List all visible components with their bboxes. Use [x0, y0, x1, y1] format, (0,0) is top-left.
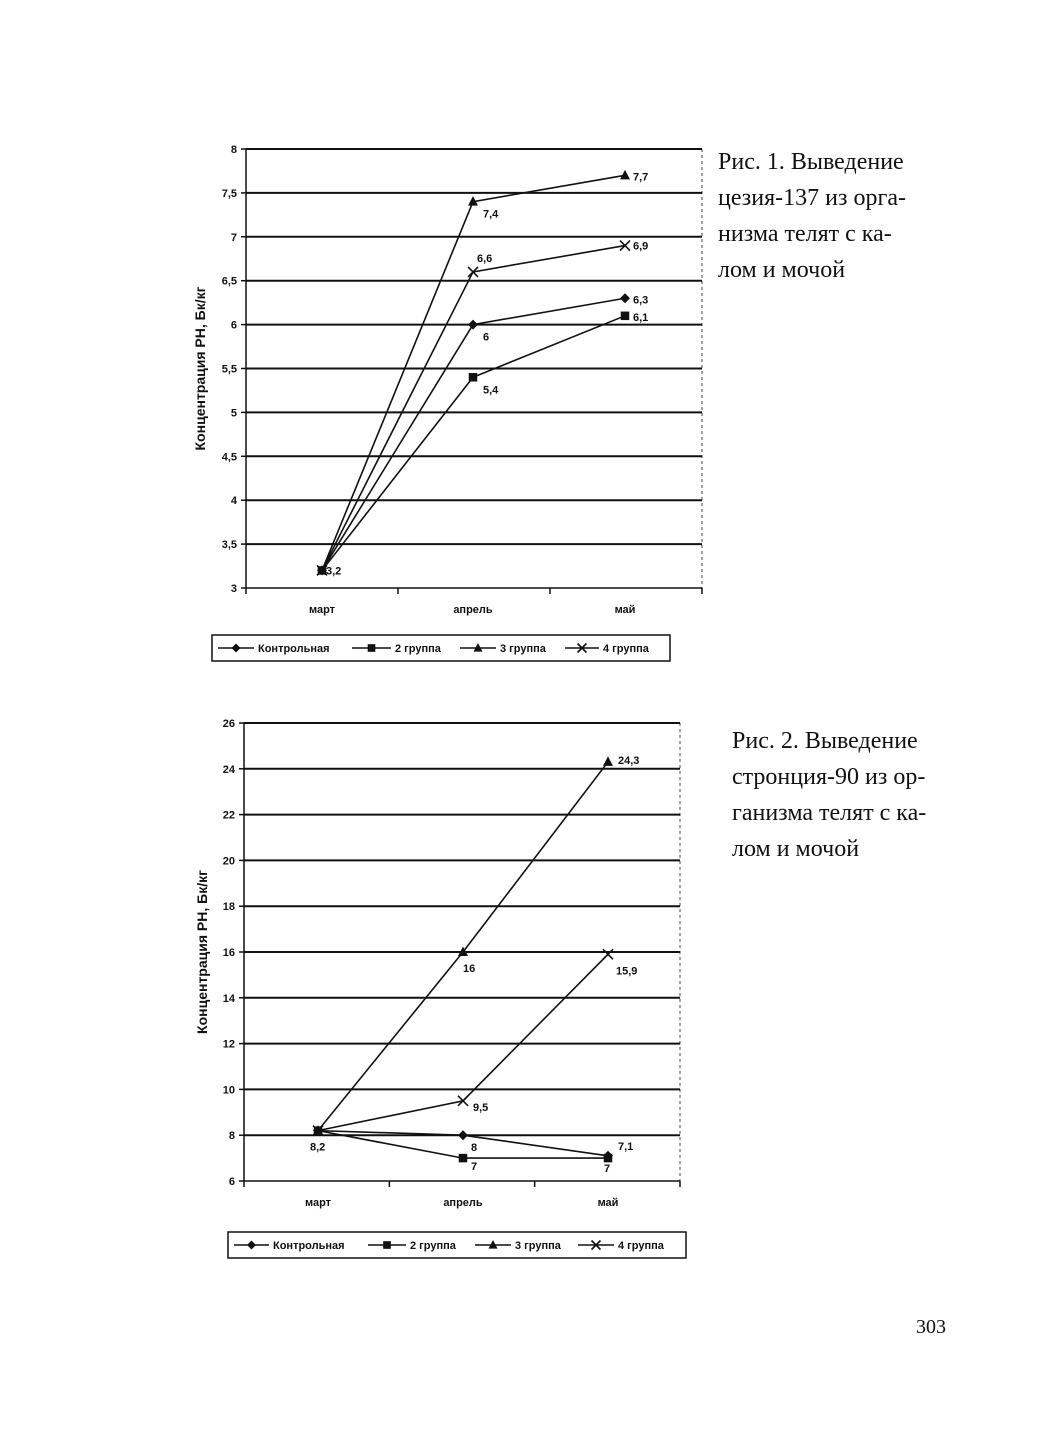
y-tick-label: 6: [230, 319, 237, 332]
data-label: 7: [471, 1161, 478, 1174]
data-label: 8,2: [310, 1141, 326, 1154]
data-label: 7,7: [633, 171, 649, 184]
data-label: 6: [483, 331, 490, 344]
y-tick-label: 26: [222, 718, 235, 730]
diamond-marker: [232, 644, 241, 653]
y-tick-label: 7,5: [221, 187, 237, 200]
diamond-marker: [620, 293, 630, 303]
x-tick-label: март: [308, 604, 336, 616]
y-tick-label: 22: [222, 809, 235, 822]
legend-label: 3 группа: [500, 643, 546, 655]
figure-2-caption: [732, 723, 926, 867]
x-tick-label: апрель: [453, 604, 493, 616]
caption-line: ганизма телят с ка-: [732, 800, 927, 826]
series-1: [310, 1126, 633, 1161]
figure-1-caption: [718, 144, 906, 288]
series-3: [313, 755, 639, 1135]
x-tick-label: апрель: [443, 1197, 483, 1209]
y-tick-label: 5,5: [221, 363, 237, 376]
x-tick-label: май: [614, 604, 636, 616]
y-axis-title: Концентрация РН, Бк/кг: [194, 870, 210, 1034]
caption-line: Рис. 2. Выведение: [732, 728, 918, 754]
square-marker: [621, 312, 630, 321]
legend-item: [352, 643, 442, 655]
square-marker: [368, 644, 376, 652]
legend-item: [234, 1240, 345, 1252]
series-1: [317, 293, 649, 578]
square-marker: [459, 1154, 468, 1163]
square-marker: [604, 1154, 613, 1163]
series-4: [313, 949, 637, 1135]
y-tick-label: 4,5: [221, 451, 237, 464]
series-line: [322, 298, 625, 570]
data-label: 24,3: [618, 754, 640, 767]
square-marker: [469, 373, 478, 382]
data-label: 15,9: [616, 965, 638, 978]
caption-line: низма телят с ка-: [718, 221, 892, 247]
data-label: 7,4: [483, 208, 499, 221]
legend: [212, 635, 670, 661]
data-label: 9,5: [473, 1101, 489, 1114]
y-tick-label: 8: [228, 1130, 235, 1143]
y-tick-label: 3: [230, 583, 237, 595]
legend-item: [578, 1240, 665, 1252]
diamond-marker: [458, 1130, 468, 1140]
x-tick-label: март: [304, 1197, 332, 1209]
square-marker: [383, 1241, 391, 1249]
y-tick-label: 6,5: [221, 275, 237, 288]
data-label: 6,6: [477, 252, 493, 265]
y-tick-label: 16: [222, 947, 235, 959]
chart-cesium-137: [192, 144, 702, 661]
y-tick-label: 24: [222, 763, 235, 776]
cross-marker: [603, 949, 613, 959]
legend-label: 3 группа: [515, 1240, 561, 1252]
legend-label: 2 группа: [410, 1240, 456, 1252]
chart-strontium-90: [194, 718, 686, 1258]
legend-label: 4 группа: [618, 1240, 664, 1252]
y-tick-label: 7: [230, 231, 237, 244]
data-label: 7,1: [618, 1140, 634, 1153]
data-label: 5,4: [483, 384, 499, 397]
legend-label: Контрольная: [273, 1240, 345, 1252]
legend-label: Контрольная: [258, 643, 330, 655]
data-label: 6,9: [633, 240, 649, 253]
data-label: 16: [463, 963, 476, 975]
legend-label: 2 группа: [395, 643, 441, 655]
y-tick-label: 3,5: [221, 539, 237, 552]
data-label: 8: [471, 1142, 478, 1155]
legend: [228, 1232, 686, 1258]
data-label: 6,3: [633, 294, 649, 307]
triangle-marker: [620, 170, 630, 180]
y-tick-label: 4: [230, 495, 237, 508]
diamond-marker: [247, 1241, 256, 1250]
y-tick-label: 18: [222, 901, 235, 914]
y-tick-label: 12: [222, 1038, 235, 1051]
series-2: [318, 312, 649, 578]
series-line: [322, 316, 625, 571]
legend-item: [368, 1240, 457, 1252]
legend-label: 4 группа: [603, 643, 649, 655]
y-tick-label: 14: [222, 992, 235, 1005]
diamond-marker: [468, 320, 478, 330]
legend-item: [475, 1240, 562, 1252]
y-tick-label: 5: [230, 407, 237, 420]
x-tick-label: май: [597, 1197, 619, 1209]
legend-item: [565, 643, 650, 655]
series-line: [318, 762, 608, 1131]
series-line: [322, 246, 625, 571]
page-number: 303: [916, 1316, 946, 1338]
y-tick-label: 6: [228, 1176, 235, 1188]
triangle-marker: [603, 756, 613, 766]
caption-line: лом и мочой: [732, 836, 860, 862]
series-line: [318, 954, 608, 1130]
data-label: 6,1: [633, 311, 649, 324]
y-tick-label: 20: [222, 855, 235, 868]
y-tick-label: 10: [222, 1084, 235, 1097]
caption-line: лом и мочой: [718, 257, 846, 283]
data-label: 7: [604, 1163, 611, 1176]
y-axis-title: Концентрация РН, Бк/кг: [192, 286, 208, 451]
caption-line: стронция-90 из ор-: [732, 764, 926, 790]
legend-item: [218, 643, 330, 655]
caption-line: Рис. 1. Выведение: [718, 149, 904, 175]
series-4: [317, 241, 648, 576]
data-label: 3,2: [326, 565, 342, 578]
y-tick-label: 8: [230, 144, 237, 156]
caption-line: цезия-137 из орга-: [718, 185, 906, 211]
legend-item: [460, 643, 547, 655]
